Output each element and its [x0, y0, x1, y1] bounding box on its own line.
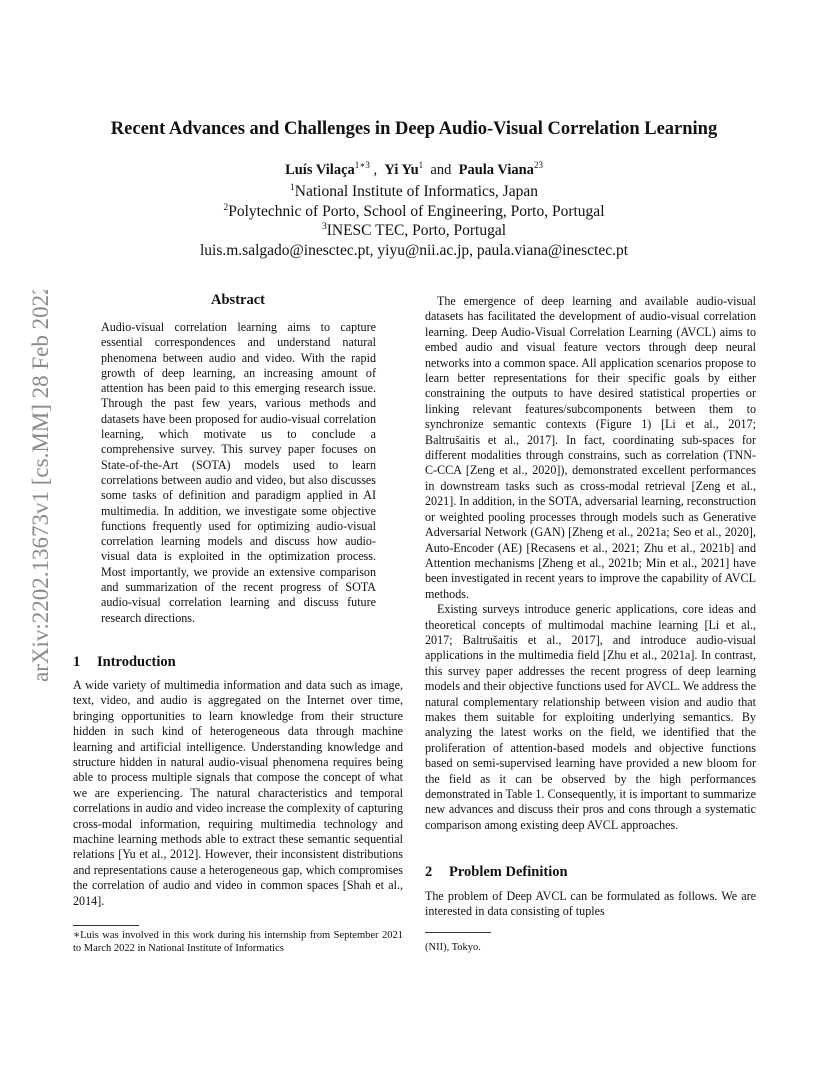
- footnote-continued: (NII), Tokyo.: [425, 942, 481, 953]
- section-number: 1: [73, 654, 81, 670]
- footnote-rule: [425, 932, 491, 933]
- arxiv-identifier: [8, 290, 66, 685]
- section-title: Problem Definition: [449, 864, 568, 880]
- author-name: Luís Vilaça: [285, 161, 355, 178]
- section-number: 2: [425, 864, 433, 880]
- affiliation: [60, 183, 768, 201]
- author-affiliation-mark: 1: [418, 160, 424, 170]
- paragraph: A wide variety of multimedia information and data such as image, text, video, and audio is aggregated on the Internet over time, bringing opportunities to learn knowledge from their structure hidden in such kind of heterogeneous data through machine learning and artificial intelligence. Understanding knowledge and structure hidden in natural audio-visual phenomena requires being able to process multiple signals that compose the concept of what we are experiencing. The natural characteristics and temporal correlations in audio and video increase the complexity of capturing cross-modal information, requiring multimedia technology and machine learning methods able to extract these semantic sequential relations [Yu et al., 2012]. However, their inconsistent distributions and representations cause a heterogeneous gap, which compromises the correlation of audio and video in common spaces [Shah et al., 2014].: [73, 678, 403, 908]
- author-conjunction: and: [430, 161, 452, 178]
- affiliation-mark: 2: [223, 203, 229, 213]
- footnote-rule: [73, 925, 139, 926]
- author-emails: luis.m.salgado@inesctec.pt, yiyu@nii.ac.jp, paula.viana@inesctec.pt: [199, 242, 629, 259]
- arxiv-identifier-text: arXiv:2202.13673v1 [cs.MM] 28 Feb 2022: [28, 290, 53, 682]
- author-affiliation-mark: 23: [533, 160, 543, 170]
- author-line: [60, 160, 768, 179]
- affiliation-mark: 1: [290, 183, 295, 193]
- abstract-heading: Abstract: [211, 292, 265, 308]
- author-name: Paula Viana: [458, 161, 534, 178]
- affiliation-mark: 3: [321, 222, 327, 232]
- abstract-text: Audio-visual correlation learning aims to capture essential correspondences and understand natural phenomena between audio and video. With the rapid growth of deep learning, an increasing amount of attention has been paid to this emerging research issue. Through the past few years, various methods and datasets have been proposed for audio-visual correlation learning, which motivate us to conclude a comprehensive survey. This survey paper focuses on State-of-the-Art (SOTA) models used to learn correlations between audio and video, but also discusses some tasks of definition and paradigm applied in AI multimedia. In addition, we investigate some objective functions frequently used for optimizing audio-visual correlation learning models and discuss how audio-visual data is exploited in the optimization process. Most importantly, we provide an extensive comparison and summarization of the recent progress of SOTA audio-visual correlation learning and discuss future research directions.: [101, 320, 376, 625]
- author-name: Yi Yu: [384, 161, 419, 178]
- paragraph: The emergence of deep learning and available audio-visual datasets has facilitated the development of audio-visual correlation learning. Deep Audio-Visual Correlation Learning (AVCL) aims to embed audio and visual feature vectors through deep neural networks into a common space. All application scenarios propose to learn better representations for their specific goals by either constraining the outputs to have desired statistical properties or linking relevant features/subcomponents between them to synchronize semantic contexts (Figure 1) [Li et al., 2017; Baltrušaitis et al., 2017]. In fact, coordinating sub-spaces for different modalities through constrains, such as correlation (TNN-C-CCA [Zeng et al., 2020]), demonstrated excellent performances in downstream tasks such as cross-modal retrieval [Zeng et al., 2021]. In addition, in the SOTA, adversarial learning, reconstruction or weighted pooling processes through models such as Generative Adversarial Network (GAN) [Zheng et al., 2021a; Seo et al., 2020], Auto-Encoder (AE) [Recasens et al., 2021; Zhu et al., 2021b] and Attention mechanisms [Zheng et al., 2021b; Min et al., 2021] have been investigated in recent years to improve the capability of AVCL methods.: [425, 294, 756, 601]
- author-separator: ,: [373, 161, 378, 178]
- affiliation-text: INESC TEC, Porto, Portugal: [326, 222, 506, 240]
- problem-definition-paragraph: [425, 889, 756, 920]
- footnote: ∗Luis was involved in this work during his internship from September 2021 to March 2022 in National Institute of Informatics: [73, 930, 403, 954]
- section-heading: [425, 864, 756, 881]
- section-heading: [73, 654, 403, 671]
- introduction-continued: [425, 294, 756, 833]
- affiliation: [60, 222, 768, 240]
- author-affiliation-mark: 1∗3: [354, 160, 370, 170]
- affiliation: [60, 203, 768, 221]
- introduction-paragraph: [73, 678, 403, 909]
- paragraph: The problem of Deep AVCL can be formulated as follows. We are interested in data consisting of tuples: [425, 889, 756, 919]
- paragraph: Existing surveys introduce generic applications, core ideas and theoretical concepts of multimodal machine learning [Li et al., 2017; Baltrušaitis et al., 2017], and introduce audio-visual applications in the multimedia field [Zhu et al., 2021a]. In contrast, this survey paper addresses the recent progress of deep learning models and their objective functions used for AVCL. We address the natural complementary relationship between vision and audio that makes them suitable for exploiting underlying semantics. By analyzing the latest works on the field, we identified that the proliferation of attention-based models and objective functions based on semi-supervised learning have provided a new bloom for the field as it can be observed by the high performances demonstrated in Table 1. Consequently, it is important to summarize new advances and discuss their pros and cons through a systematic comparison among existing deep AVCL approaches.: [425, 602, 756, 832]
- paper-title: Recent Advances and Challenges in Deep Audio-Visual Correlation Learning: [110, 119, 718, 139]
- affiliation-text: National Institute of Informatics, Japan: [294, 183, 538, 201]
- affiliation-text: Polytechnic of Porto, School of Engineering, Porto, Portugal: [228, 203, 605, 221]
- section-title: Introduction: [97, 654, 176, 670]
